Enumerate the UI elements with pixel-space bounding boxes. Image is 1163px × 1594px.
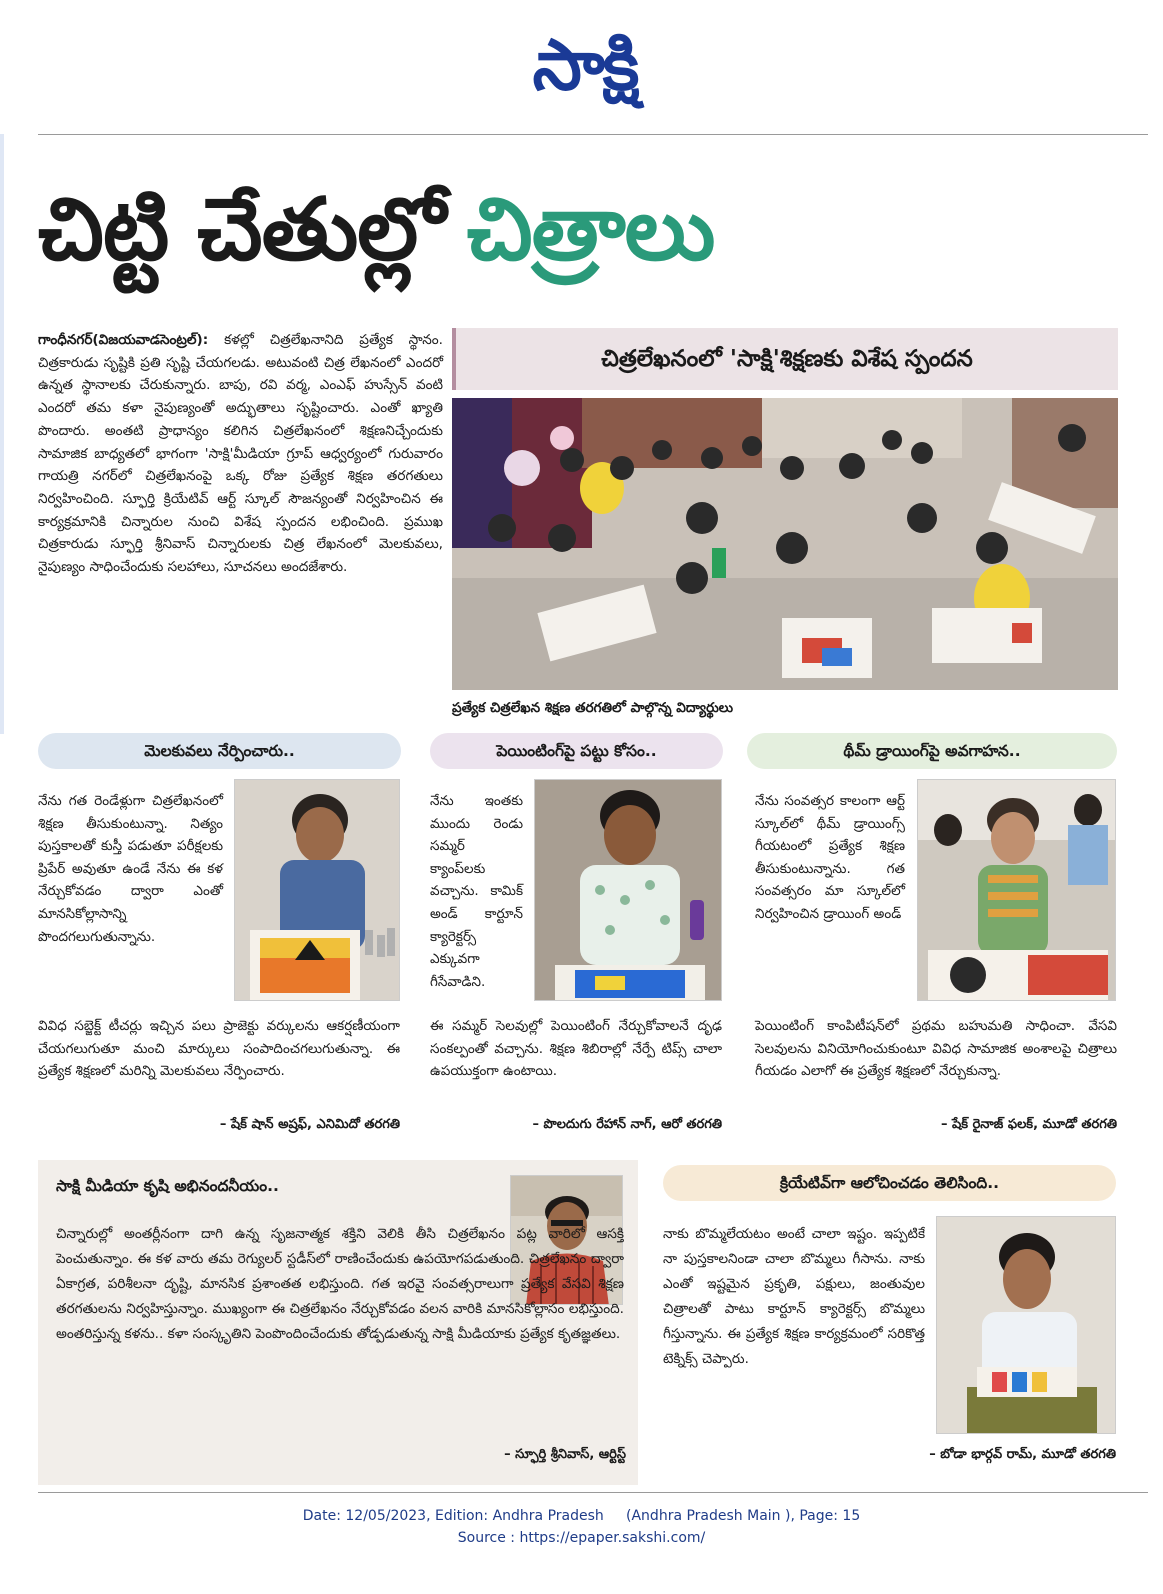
quote-box-text: చిన్నారుల్లో అంతర్లీనంగా దాగి ఉన్న సృజనాత్మక శక్తిని వెలికి తీసి చిత్రలేఖనం పట్ల వారిలో ఆసక్తి పెంచుతున్నాం. ఈ కళ వారు తమ రెగ్యులర్ స్టడీస్‌లో రాణించేందుకు ఉపయోగపడుతుంది. చిత్రలేఖనం ద్వారా ఏకాగ్రత, పరిశీలనా దృష్టి, మానసిక ప్రశాంతత లభిస్తుంది. గత ఇరవై సంవత్సరాలుగా ప్రత్యేక వేసవి శిక్షణ తరగతులను నిర్వహిస్తున్నాం. ముఖ్యంగా ఈ చిత్రలేఖనం నేర్చుకోవడం వలన వారికి మానసికోల్లాసం లభిస్తుంది. అంతరిస్తున్న కళను.. కళా సంస్కృతిని పెంపొందించేందుకు తోడ్పడుతున్న సాక్షి మీడియాకు ప్రత్యేక కృతజ్ఞతలు. bbox=[56, 1226, 624, 1342]
section-2-text-bottom: ఈ సమ్మర్ సెలవుల్లో పెయింటింగ్ నేర్చుకోవాలనే దృఢ సంకల్పంతో వచ్చాను. శిక్షణ శిబిరాల్లో నేర్పే టిప్స్ చాలా ఉపయుక్తంగా ఉంటాయి. bbox=[430, 1018, 722, 1080]
section-heading-3: థీమ్ డ్రాయింగ్‌పై అవగాహన.. bbox=[747, 733, 1117, 769]
dateline: గాంధీనగర్(విజయవాడసెంట్రల్): bbox=[38, 332, 209, 348]
section-3-signature: – షేక్ రైనాజ్ ఫలక్, మూడో తరగతి bbox=[940, 1117, 1117, 1132]
main-photo-caption: ప్రత్యేక చిత్రలేఖన శిక్షణ తరగతిలో పాల్గొన్న విద్యార్థులు bbox=[452, 700, 733, 716]
section-heading-2: పెయింటింగ్‌పై పట్టు కోసం.. bbox=[430, 733, 723, 769]
section-1-text-top: నేను గత రెండేళ్లుగా చిత్రలేఖనంలో శిక్షణ తీసుకుంటున్నా. నిత్యం పుస్తకాలతో కుస్తీ పడుతూ పరీక్షలకు ప్రిపేర్ అవుతూ ఉండే నేను ఈ కళ నేర్చుకోవడం ద్వారా ఎంతో మానసికోల్లాసాన్ని పొందగలుగుతున్నాను. bbox=[38, 793, 223, 945]
page-headline bbox=[38, 160, 1148, 310]
section-1-signature: – షేక్ షాన్ అష్రఫ్, ఎనిమిదో తరగతి bbox=[219, 1117, 400, 1132]
subheadline-banner bbox=[452, 328, 1118, 390]
section-heading-4: క్రియేటివ్‌గా ఆలోచించడం తెలిసింది.. bbox=[663, 1165, 1116, 1201]
section-1-text-bottom: వివిధ సబ్జెక్ట్ టీచర్లు ఇచ్చిన పలు ప్రాజెక్టు వర్కులను ఆకర్షణీయంగా చేయగలుగుతూ మంచి మార్కులు సంపాదించగలుగుతున్నా. ఈ ప్రత్యేక శిక్షణలో మరిన్ని మెలకువలు నేర్పించారు. bbox=[38, 1018, 400, 1080]
headline-part-1: చిట్టి చేతుల్లో bbox=[38, 180, 445, 280]
section-4-signature: – బోడా భార్గవ్ రామ్, మూడో తరగతి bbox=[929, 1447, 1116, 1462]
student-portrait-1 bbox=[235, 780, 400, 1001]
section-2-signature: – పొలదుగు రేహాన్ నాగ్, ఆరో తరగతి bbox=[532, 1117, 722, 1132]
banner-text: చిత్రలేఖనంలో 'సాక్షి'శిక్షణకు విశేష స్పందన bbox=[601, 346, 973, 372]
footer-divider bbox=[38, 1492, 1148, 1493]
quote-box-title: సాక్షి మీడియా కృషి అభినందనీయం.. bbox=[56, 1177, 279, 1195]
student-photo-3 bbox=[917, 779, 1116, 1001]
intro-body: కళల్లో చిత్రలేఖనానిది ప్రత్యేక స్థానం. చిత్రకారుడు సృష్టికి ప్రతి సృష్టి చేయగలడు. అటువంటి చిత్ర లేఖనంలో ఎందరో ఉన్నత స్థానాలకు చేరుకున్నారు. బాపు, రవి వర్మ, ఎంఎఫ్ హుస్సేన్ వంటి ఎందరో తమ కళా నైపుణ్యంతో అద్భుతాలు సృష్టించారు. ఎంతో ఖ్యాతి పొందారు. అంతటి ప్రాధాన్యం కలిగిన చిత్రలేఖనంలో శిక్షణనిచ్చేందుకు సామాజిక బాధ్యతలో భాగంగా 'సాక్షి'మీడియా గ్రూప్ ఆధ్వర్యంలో గురువారం గాయత్రి నగర్‌లో చిత్రలేఖనంపై ఒక్క రోజు ప్రత్యేక శిక్షణ తరగతులు నిర్వహించింది. స్ఫూర్తి క్రియేటివ్ ఆర్ట్ స్కూల్ సౌజన్యంతో నిర్వహించిన ఈ కార్యక్రమానికి చిన్నారుల నుంచి విశేష స్పందన లభించింది. ప్రముఖ చిత్రకారుడు స్ఫూర్తి శ్రీనివాస్ చిన్నారులకు చిత్ర లేఖనంలో మెలకువలు, నైపుణ్యం సాధించేందుకు సలహాలు, సూచనలు అందజేశారు. bbox=[38, 332, 443, 576]
student-portrait-4 bbox=[937, 1217, 1116, 1434]
footer-source-link[interactable]: Source : https://epaper.sakshi.com/ bbox=[457, 1530, 706, 1546]
left-edge-strip bbox=[0, 134, 4, 734]
main-photo bbox=[452, 398, 1118, 690]
page-footer bbox=[0, 1505, 1163, 1549]
masthead-divider bbox=[38, 134, 1148, 135]
footer-date-edition: Date: 12/05/2023, Edition: Andhra Pradesh (Andhra Pradesh Main ), Page: 15 bbox=[302, 1508, 861, 1524]
quote-box-signature: – స్ఫూర్తి శ్రీనివాస్, ఆర్టిస్ట్ bbox=[504, 1447, 626, 1462]
student-portrait-3 bbox=[918, 780, 1116, 1001]
classroom-illustration bbox=[452, 398, 1118, 690]
student-photo-1 bbox=[234, 779, 400, 1001]
masthead bbox=[0, 0, 1163, 134]
student-photo-4 bbox=[936, 1216, 1116, 1434]
section-3-text-bottom: పెయింటింగ్ కాంపిటీషన్‌లో ప్రథమ బహుమతి సాధించా. వేసవి సెలవులను వినియోగించుకుంటూ వివిధ సామాజిక అంశాలపై చిత్రాలు గీయడం ఎలాగో ఈ ప్రత్యేక శిక్షణలో నేర్చుకున్నా. bbox=[755, 1018, 1117, 1080]
section-heading-1: మెలకువలు నేర్పించారు.. bbox=[38, 733, 401, 769]
student-portrait-2 bbox=[535, 780, 722, 1001]
section-2-text-top: నేను ఇంతకు ముందు రెండు సమ్మర్ క్యాంప్‌లకు వచ్చాను. కామిక్ అండ్ కార్టూన్ క్యారెక్టర్స్ ఎక్కువగా గీసేవాడిని. bbox=[430, 793, 523, 990]
student-photo-2 bbox=[534, 779, 722, 1001]
headline-part-2: చిత్రాలు bbox=[466, 180, 715, 280]
sakshi-logo[interactable]: సాక్షి bbox=[532, 24, 638, 106]
section-3-text-top: నేను సంవత్సర కాలంగా ఆర్ట్ స్కూల్‌లో థీమ్ డ్రాయింగ్స్ గీయటంలో ప్రత్యేక శిక్షణ తీసుకుంటున్నాను. గత సంవత్సరం మా స్కూల్‌లో నిర్వహించిన డ్రాయింగ్ అండ్ bbox=[755, 793, 905, 922]
intro-paragraph bbox=[38, 329, 443, 579]
section-4-text: నాకు బొమ్మలేయటం అంటే చాలా ఇష్టం. ఇప్పటికే నా పుస్తకాలనిండా చాలా బొమ్మలు గీసాను. నాకు ఎంతో ఇష్టమైన ప్రకృతి, పక్షులు, జంతువుల చిత్రాలతో పాటు కార్టూన్ క్యారెక్టర్స్ బొమ్మలు గీస్తున్నాను. ఈ ప్రత్యేక శిక్షణ కార్యక్రమంలో సరికొత్త టెక్నిక్స్ చెప్పారు. bbox=[663, 1226, 925, 1367]
